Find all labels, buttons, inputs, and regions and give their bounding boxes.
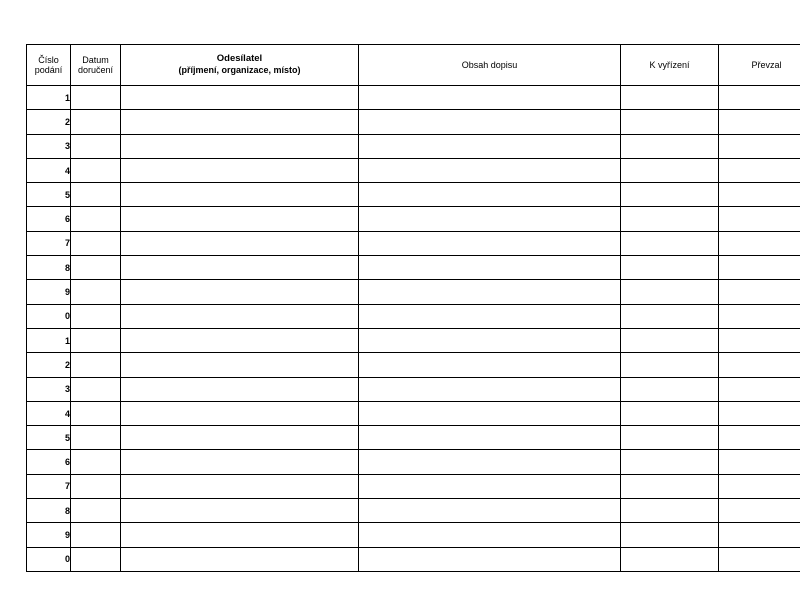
table-row — [27, 474, 800, 498]
cell-cislo_podani[interactable]: 0 — [27, 304, 71, 328]
cell-prevzal[interactable] — [719, 523, 800, 547]
cell-obsah_dopisu[interactable] — [359, 231, 621, 255]
cell-cislo_podani[interactable]: 9 — [27, 523, 71, 547]
cell-datum_doruceni[interactable] — [71, 110, 121, 134]
cell-odesilatel[interactable] — [121, 450, 359, 474]
column-header-prevzal — [719, 45, 800, 86]
cell-datum_doruceni[interactable] — [71, 134, 121, 158]
table-row — [27, 304, 800, 328]
cell-k_vyrizeni[interactable] — [621, 474, 719, 498]
cell-datum_doruceni[interactable] — [71, 207, 121, 231]
table-row — [27, 547, 800, 571]
cell-prevzal[interactable] — [719, 450, 800, 474]
header-row — [27, 45, 800, 86]
table-row — [27, 256, 800, 280]
cell-datum_doruceni[interactable] — [71, 499, 121, 523]
cell-odesilatel[interactable] — [121, 110, 359, 134]
cell-k_vyrizeni[interactable] — [621, 256, 719, 280]
cell-k_vyrizeni[interactable] — [621, 280, 719, 304]
cell-obsah_dopisu[interactable] — [359, 353, 621, 377]
cell-datum_doruceni[interactable] — [71, 280, 121, 304]
cell-datum_doruceni[interactable] — [71, 353, 121, 377]
cell-cislo_podani[interactable]: 7 — [27, 474, 71, 498]
cell-datum_doruceni[interactable] — [71, 183, 121, 207]
cell-obsah_dopisu[interactable] — [359, 158, 621, 182]
cell-k_vyrizeni[interactable] — [621, 450, 719, 474]
column-header-obsah-dopisu-line1: Obsah dopisu — [461, 59, 518, 70]
cell-prevzal[interactable] — [719, 134, 800, 158]
register-sheet — [26, 44, 782, 565]
cell-cislo_podani[interactable]: 9 — [27, 280, 71, 304]
cell-cislo_podani[interactable]: 5 — [27, 426, 71, 450]
mail-register-table — [26, 44, 800, 572]
table-row — [27, 328, 800, 352]
cell-prevzal[interactable] — [719, 86, 800, 110]
cell-cislo_podani[interactable]: 7 — [27, 231, 71, 255]
cell-datum_doruceni[interactable] — [71, 256, 121, 280]
cell-obsah_dopisu[interactable] — [359, 86, 621, 110]
cell-prevzal[interactable] — [719, 207, 800, 231]
cell-odesilatel[interactable] — [121, 353, 359, 377]
cell-datum_doruceni[interactable] — [71, 377, 121, 401]
table-row — [27, 86, 800, 110]
cell-cislo_podani[interactable]: 4 — [27, 158, 71, 182]
cell-odesilatel[interactable] — [121, 377, 359, 401]
cell-prevzal[interactable] — [719, 110, 800, 134]
cell-datum_doruceni[interactable] — [71, 231, 121, 255]
column-header-datum-doruceni-line1: Datum — [82, 54, 109, 65]
cell-cislo_podani[interactable]: 1 — [27, 86, 71, 110]
cell-k_vyrizeni[interactable] — [621, 353, 719, 377]
cell-k_vyrizeni[interactable] — [621, 86, 719, 110]
cell-obsah_dopisu[interactable] — [359, 183, 621, 207]
cell-obsah_dopisu[interactable] — [359, 547, 621, 571]
cell-k_vyrizeni[interactable] — [621, 110, 719, 134]
cell-cislo_podani[interactable]: 4 — [27, 401, 71, 425]
cell-cislo_podani[interactable]: 1 — [27, 328, 71, 352]
table-row — [27, 158, 800, 182]
table-row — [27, 110, 800, 134]
cell-obsah_dopisu[interactable] — [359, 207, 621, 231]
table-row — [27, 353, 800, 377]
cell-prevzal[interactable] — [719, 547, 800, 571]
cell-cislo_podani[interactable]: 6 — [27, 207, 71, 231]
cell-prevzal[interactable] — [719, 256, 800, 280]
cell-obsah_dopisu[interactable] — [359, 450, 621, 474]
table-body — [27, 86, 800, 572]
cell-odesilatel[interactable] — [121, 231, 359, 255]
cell-obsah_dopisu[interactable] — [359, 377, 621, 401]
cell-datum_doruceni[interactable] — [71, 450, 121, 474]
cell-odesilatel[interactable] — [121, 86, 359, 110]
cell-k_vyrizeni[interactable] — [621, 158, 719, 182]
column-header-datum-doruceni-line2: doručení — [77, 65, 114, 75]
cell-obsah_dopisu[interactable] — [359, 280, 621, 304]
cell-k_vyrizeni[interactable] — [621, 328, 719, 352]
cell-datum_doruceni[interactable] — [71, 401, 121, 425]
column-header-obsah-dopisu — [359, 45, 621, 86]
column-header-cislo-podani-line2: podání — [34, 65, 63, 75]
cell-k_vyrizeni[interactable] — [621, 547, 719, 571]
cell-k_vyrizeni[interactable] — [621, 401, 719, 425]
cell-prevzal[interactable] — [719, 158, 800, 182]
column-header-prevzal-line1: Převzal — [751, 59, 782, 70]
cell-odesilatel[interactable] — [121, 207, 359, 231]
cell-prevzal[interactable] — [719, 377, 800, 401]
cell-datum_doruceni[interactable] — [71, 86, 121, 110]
cell-odesilatel[interactable] — [121, 134, 359, 158]
cell-k_vyrizeni[interactable] — [621, 304, 719, 328]
cell-odesilatel[interactable] — [121, 426, 359, 450]
table-row — [27, 401, 800, 425]
column-header-cislo-podani-line1: Číslo — [38, 54, 59, 65]
cell-prevzal[interactable] — [719, 353, 800, 377]
cell-odesilatel[interactable] — [121, 401, 359, 425]
table-row — [27, 377, 800, 401]
cell-prevzal[interactable] — [719, 499, 800, 523]
column-header-odesilatel — [121, 45, 359, 86]
column-header-odesilatel-line1: Odesílatel — [216, 53, 263, 65]
cell-k_vyrizeni[interactable] — [621, 183, 719, 207]
cell-odesilatel[interactable] — [121, 474, 359, 498]
table-row — [27, 134, 800, 158]
cell-prevzal[interactable] — [719, 280, 800, 304]
cell-obsah_dopisu[interactable] — [359, 134, 621, 158]
cell-k_vyrizeni[interactable] — [621, 207, 719, 231]
cell-k_vyrizeni[interactable] — [621, 426, 719, 450]
cell-cislo_podani[interactable]: 8 — [27, 499, 71, 523]
cell-cislo_podani[interactable]: 5 — [27, 183, 71, 207]
table-row — [27, 499, 800, 523]
cell-cislo_podani[interactable]: 2 — [27, 353, 71, 377]
cell-obsah_dopisu[interactable] — [359, 328, 621, 352]
column-header-k-vyrizeni-line1: K vyřízení — [649, 59, 690, 70]
cell-odesilatel[interactable] — [121, 499, 359, 523]
cell-odesilatel[interactable] — [121, 328, 359, 352]
cell-odesilatel[interactable] — [121, 280, 359, 304]
cell-datum_doruceni[interactable] — [71, 426, 121, 450]
column-header-k-vyrizeni — [621, 45, 719, 86]
table-row — [27, 426, 800, 450]
cell-prevzal[interactable] — [719, 426, 800, 450]
cell-obsah_dopisu[interactable] — [359, 474, 621, 498]
cell-k_vyrizeni[interactable] — [621, 231, 719, 255]
cell-k_vyrizeni[interactable] — [621, 499, 719, 523]
cell-odesilatel[interactable] — [121, 304, 359, 328]
cell-datum_doruceni[interactable] — [71, 474, 121, 498]
cell-prevzal[interactable] — [719, 401, 800, 425]
cell-cislo_podani[interactable]: 3 — [27, 377, 71, 401]
cell-obsah_dopisu[interactable] — [359, 426, 621, 450]
cell-prevzal[interactable] — [719, 304, 800, 328]
cell-obsah_dopisu[interactable] — [359, 256, 621, 280]
cell-datum_doruceni[interactable] — [71, 158, 121, 182]
cell-datum_doruceni[interactable] — [71, 304, 121, 328]
cell-odesilatel[interactable] — [121, 256, 359, 280]
cell-k_vyrizeni[interactable] — [621, 377, 719, 401]
column-header-datum-doruceni — [71, 45, 121, 86]
cell-datum_doruceni[interactable] — [71, 328, 121, 352]
cell-odesilatel[interactable] — [121, 158, 359, 182]
table-row — [27, 450, 800, 474]
cell-prevzal[interactable] — [719, 474, 800, 498]
column-header-odesilatel-line2: (příjmení, organizace, místo) — [178, 65, 301, 76]
cell-obsah_dopisu[interactable] — [359, 304, 621, 328]
cell-cislo_podani[interactable]: 0 — [27, 547, 71, 571]
cell-obsah_dopisu[interactable] — [359, 523, 621, 547]
table-row — [27, 231, 800, 255]
table-row — [27, 207, 800, 231]
column-header-cislo-podani — [27, 45, 71, 86]
cell-cislo_podani[interactable]: 3 — [27, 134, 71, 158]
cell-odesilatel[interactable] — [121, 523, 359, 547]
cell-obsah_dopisu[interactable] — [359, 110, 621, 134]
cell-odesilatel[interactable] — [121, 183, 359, 207]
table-row — [27, 523, 800, 547]
cell-cislo_podani[interactable]: 8 — [27, 256, 71, 280]
cell-odesilatel[interactable] — [121, 547, 359, 571]
table-row — [27, 183, 800, 207]
cell-k_vyrizeni[interactable] — [621, 134, 719, 158]
table-header — [27, 45, 800, 86]
table-row — [27, 280, 800, 304]
cell-obsah_dopisu[interactable] — [359, 499, 621, 523]
cell-cislo_podani[interactable]: 6 — [27, 450, 71, 474]
cell-datum_doruceni[interactable] — [71, 547, 121, 571]
cell-prevzal[interactable] — [719, 183, 800, 207]
cell-obsah_dopisu[interactable] — [359, 401, 621, 425]
cell-prevzal[interactable] — [719, 231, 800, 255]
cell-prevzal[interactable] — [719, 328, 800, 352]
cell-datum_doruceni[interactable] — [71, 523, 121, 547]
cell-cislo_podani[interactable]: 2 — [27, 110, 71, 134]
cell-k_vyrizeni[interactable] — [621, 523, 719, 547]
